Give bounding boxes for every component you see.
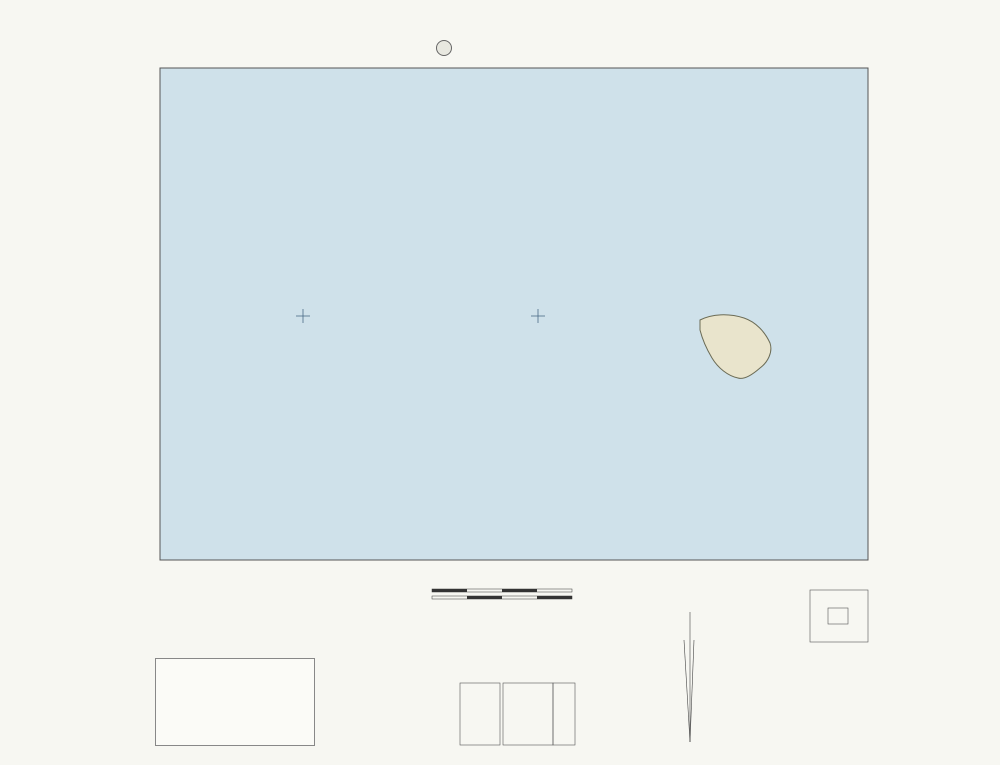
index-diagram-box (460, 683, 500, 745)
legend-box (155, 658, 315, 746)
ref-box (553, 683, 575, 745)
adjoining-sheets-center (828, 608, 848, 624)
declination-diagram (684, 612, 694, 742)
adjoining-sheets-box (810, 590, 868, 642)
scale-bar (432, 589, 572, 599)
reliability-box (503, 683, 553, 745)
water-area (160, 68, 868, 560)
